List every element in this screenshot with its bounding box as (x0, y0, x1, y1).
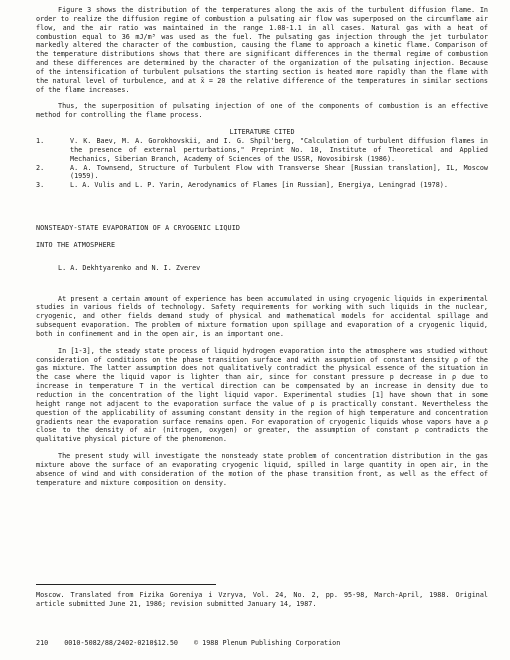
page-number: 210 (36, 639, 49, 647)
reference-number: 3. (36, 181, 45, 190)
intro-paragraph-2: Thus, the superposition of pulsating injection of one of the components of combustion is an effective method for controlling the flame process. (36, 102, 488, 120)
reference-item (36, 181, 488, 190)
footnote: Moscow. Translated from Fizika Goreniya i Vzryva, Vol. 24, No. 2, pp. 95-98, March-April, 1988. Original article submitted June 21, 1986; revision submitted January 14, 1987. (36, 591, 488, 608)
article-title-line-1: NONSTEADY-STATE EVAPORATION OF A CRYOGENIC LIQUID (36, 224, 241, 233)
reference-number: 2. (36, 163, 45, 172)
article-authors: L. A. Dekhtyarenko and N. I. Zverev (58, 263, 201, 272)
reference-item (36, 137, 488, 164)
page-footer (36, 639, 340, 648)
article-paragraph-2: In [1-3], the steady state process of liquid hydrogen evaporation into the atmosphere was studied without consideration of conditions on the phase transition surface and with assumption of constant density ρ of the gas mixture. The latter assumption does not qualitatively contradict the physical essence of the situation in the case where the liquid vapor is lighter than air, since for constant pressure p decrease in ρ due to increase in temperature T in the vertical direction can be compensated by an increase in density due to reduction in the concentration of the light liquid vapor. Experimental studies [1] have shown that in some height range not adjacent to the evaporation surface the value of ρ is practically constant. Nevertheless the question of the applicability of assuming constant density in the region of high temperature and concentration gradients near the evaporation surface remains open. For evaporation of cryogenic liquids whose vapors have a ρ close to the density of air (nitrogen, oxygen) or greater, the assumption of constant ρ contradicts the qualitative physical picture of the phenomenon. (36, 346, 488, 444)
reference-number: 1. (36, 136, 45, 145)
reference-text: L. A. Vulis and L. P. Yarin, Aerodynamics of Flames [in Russian], Energiya, Leningrad (1978). (70, 181, 448, 190)
footnote-divider (36, 584, 216, 585)
reference-list (36, 137, 488, 190)
literature-heading: LITERATURE CITED (229, 128, 295, 137)
journal-code: 0010-5082/88/2402-0210$12.50 (64, 639, 178, 647)
reference-text: A. A. Townsend, Structure of Turbulent Flow with Transverse Shear [Russian translation], IL, Moscow (1959). (70, 163, 488, 181)
article-paragraph-1: At present a certain amount of experience has been accumulated in using cryogenic liquids in experimental studies in various fields of technology. Safety requirements for working with such liquids in the nuclear, cryogenic, and other fields demand study of physical and mathematical models for accidental spillage and subsequent evaporation. The problem of mixture formation upon spillage and evaporation of a cryogenic liquid, both in confinement and in the open air, is an important one. (36, 294, 488, 338)
article-paragraph-3: The present study will investigate the nonsteady state problem of concentration distribution in the gas mixture above the surface of an evaporating cryogenic liquid, spilled in large quantity in open air, in the absence of wind and with consideration of the motion of the phase transition front, as well as the effect of temperature and mixture composition on density. (36, 452, 488, 487)
article-title (36, 224, 488, 250)
intro-paragraph-1: Figure 3 shows the distribution of the temperatures along the axis of the turbulent diffusion flame. In order to realize the diffusion regime of combustion a pulsating air flow was superposed on the circumflame air flow, and the air ratio was maintained in the range 1.08-1.1 in all cases. Natural gas with a heat of combustion equal to 36 mJ/m³ was used as the fuel. The pulsating gas injection through the jet turbulator markedly altered the character of the combustion, causing the flame to approach a kinetic flame. Comparison of the temperature distributions shows that there are significant differences in the thermal regime of combustion and these differences are determined by the character of the organization of the pulsating injection. Because of the intensification of turbulent pulsations the starting section is heated more rapidly than the flame with the natural level of turbulence, and at x̄ = 20 the relative difference of the temperatures in similar sections of the flame increases. (36, 6, 488, 94)
article-title-line-2: INTO THE ATMOSPHERE (36, 240, 116, 249)
copyright-notice: © 1988 Plenum Publishing Corporation (194, 639, 341, 647)
reference-text: V. K. Baev, M. A. Gorokhovskii, and I. G. Shpil'berg, "Calculation of turbulent diffusion flames in the presence of external perturbations," Preprint No. 10, Institute of Theoretical and Applied Mechanics, Siberian Branch, Academy of Sciences of the USSR, Novosibirsk (1986). (70, 136, 488, 163)
reference-item (36, 164, 488, 182)
